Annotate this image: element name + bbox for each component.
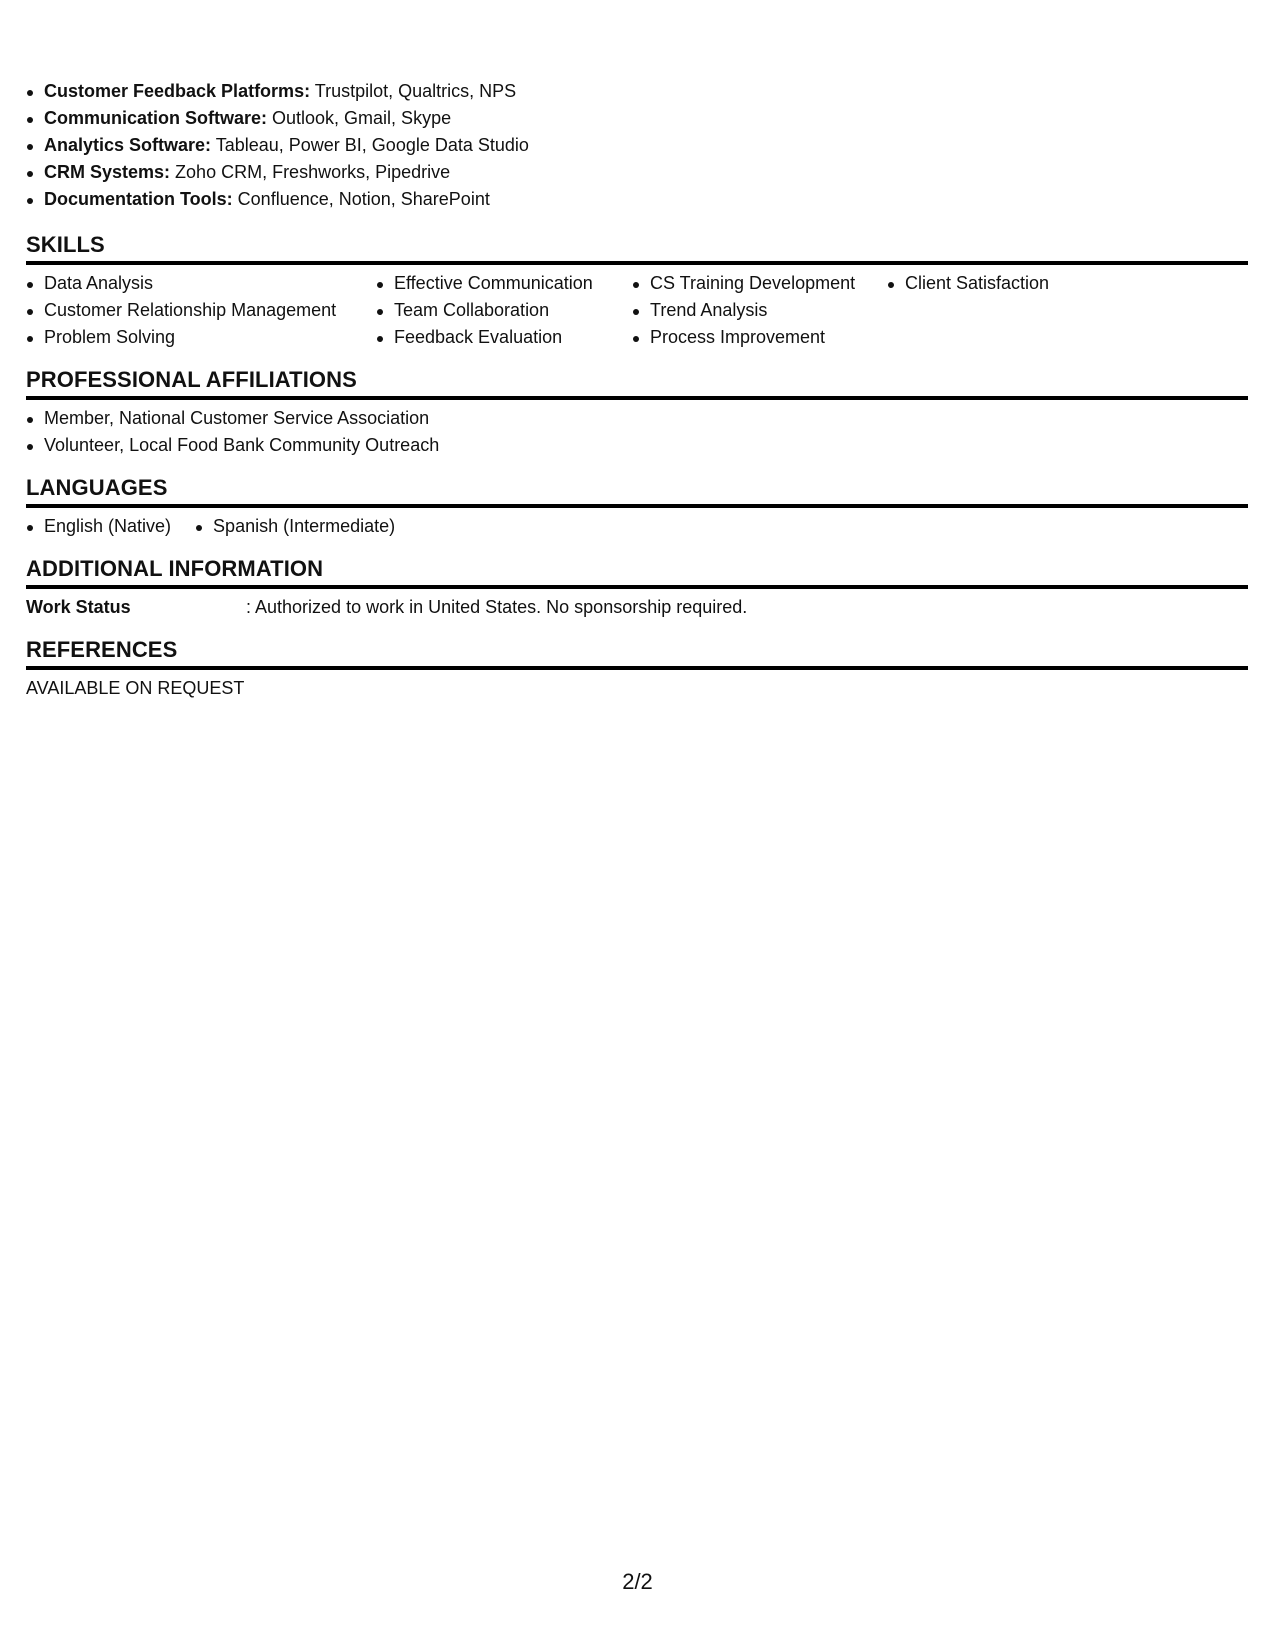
skills-column: [632, 270, 887, 351]
work-status-label: Work Status: [26, 597, 131, 617]
skill-item: Trend Analysis: [632, 297, 887, 324]
skill-item: Problem Solving: [26, 324, 376, 351]
tools-label: Analytics Software:: [44, 135, 212, 155]
tools-item-communication-software: [26, 105, 1248, 132]
resume-page: [26, 78, 1248, 717]
tools-value: Confluence, Notion, SharePoint: [232, 189, 490, 209]
affiliation-item: Member, National Customer Service Association: [26, 405, 1248, 432]
tools-value: Tableau, Power BI, Google Data Studio: [211, 135, 529, 155]
language-item: Spanish (Intermediate): [195, 513, 395, 540]
skill-item: Team Collaboration: [376, 297, 632, 324]
tools-label: Documentation Tools:: [44, 189, 233, 209]
tools-label: CRM Systems:: [44, 162, 171, 182]
affiliation-item: Volunteer, Local Food Bank Community Outreach: [26, 432, 1248, 459]
skills-grid: [26, 270, 1248, 351]
affiliations-section: [26, 366, 1248, 459]
tools-item-analytics-software: [26, 132, 1248, 159]
skills-column: [887, 270, 1137, 297]
languages-section: [26, 474, 1248, 540]
skills-section: [26, 231, 1248, 351]
additional-information-section: [26, 555, 1248, 621]
tools-item-crm-systems: [26, 159, 1248, 186]
skill-item: Client Satisfaction: [887, 270, 1137, 297]
references-section: [26, 636, 1248, 702]
skills-heading: SKILLS: [26, 231, 1248, 265]
skill-item: Effective Communication: [376, 270, 632, 297]
skills-column: [376, 270, 632, 351]
tools-value: Zoho CRM, Freshworks, Pipedrive: [170, 162, 451, 182]
tools-item-feedback-platforms: [26, 78, 1248, 105]
tools-label: Communication Software:: [44, 108, 268, 128]
skill-item: Data Analysis: [26, 270, 376, 297]
affiliations-heading: PROFESSIONAL AFFILIATIONS: [26, 366, 1248, 400]
work-status-row: [26, 594, 1248, 621]
skills-column: [26, 270, 376, 351]
skill-item: Customer Relationship Management: [26, 297, 376, 324]
languages-heading: LANGUAGES: [26, 474, 1248, 508]
language-item: English (Native): [26, 513, 171, 540]
skill-item: Process Improvement: [632, 324, 887, 351]
tools-value: Outlook, Gmail, Skype: [267, 108, 452, 128]
page-number: 2/2: [622, 1569, 653, 1594]
references-heading: REFERENCES: [26, 636, 1248, 670]
languages-list: [26, 513, 1248, 540]
skill-item: CS Training Development: [632, 270, 887, 297]
additional-information-heading: ADDITIONAL INFORMATION: [26, 555, 1248, 589]
tools-list: [26, 78, 1248, 213]
references-text: AVAILABLE ON REQUEST: [26, 678, 245, 698]
tools-item-documentation-tools: [26, 186, 1248, 213]
tools-value: Trustpilot, Qualtrics, NPS: [310, 81, 517, 101]
affiliations-list: [26, 405, 1248, 459]
skill-item: Feedback Evaluation: [376, 324, 632, 351]
work-status-value: : Authorized to work in United States. No sponsorship required.: [246, 597, 748, 617]
tools-label: Customer Feedback Platforms:: [44, 81, 311, 101]
